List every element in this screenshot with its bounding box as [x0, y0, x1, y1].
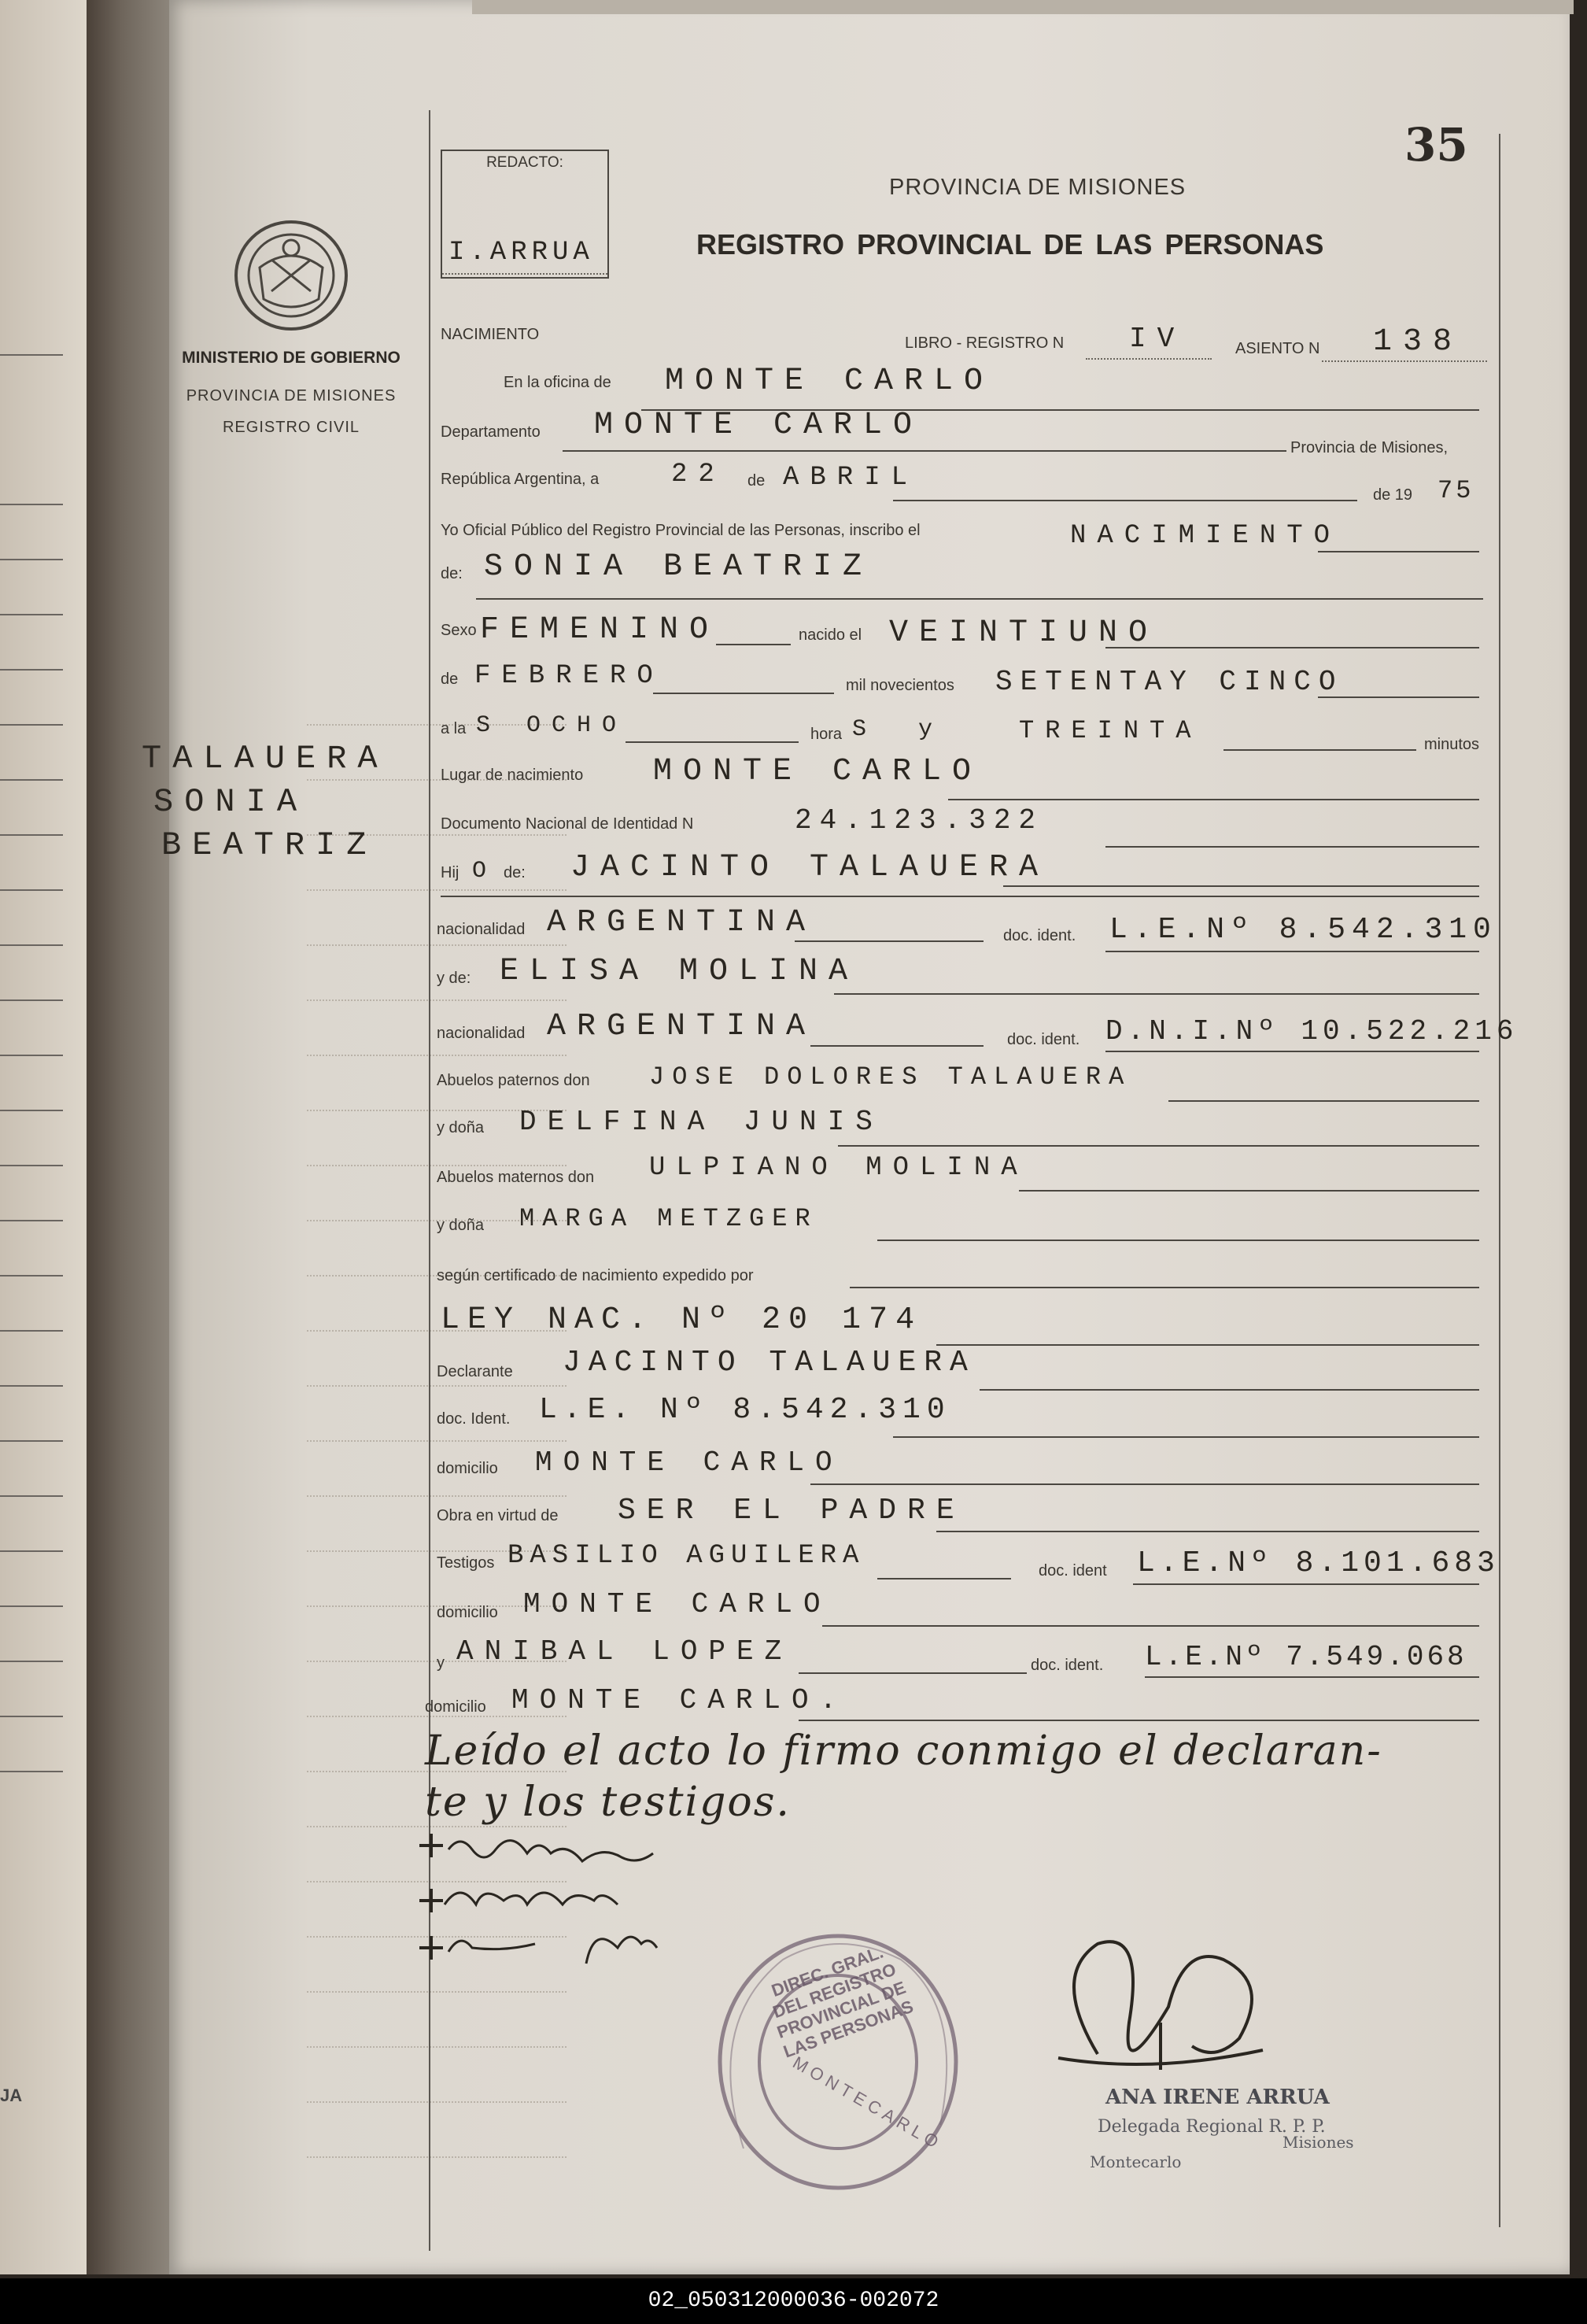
ydona1-label: y doña: [437, 1119, 485, 1136]
doc1-value: L.E.Nº 8.542.310: [1109, 913, 1497, 947]
doc2-label: doc. ident.: [1007, 1031, 1080, 1048]
libro-value: IV: [1129, 323, 1186, 355]
nacido-label: nacido el: [799, 626, 862, 644]
oficina-label: En la oficina de: [504, 374, 611, 391]
left-page-edge: JA: [0, 0, 87, 2274]
hora-suffix: S y: [852, 716, 944, 743]
provincia-suffix: Provincia de Misiones,: [1290, 439, 1449, 456]
doct1-label: doc. ident: [1039, 1562, 1107, 1580]
dni-label: Documento Nacional de Identidad N: [441, 815, 694, 833]
type-label: NACIMIENTO: [441, 326, 540, 343]
test-label: Testigos: [437, 1554, 495, 1572]
doct2-label: doc. ident.: [1031, 1657, 1104, 1674]
oficial-text: Yo Oficial Público del Registro Provincial de las Personas, inscribo el: [441, 522, 921, 539]
oficial-value: NACIMIENTO: [1070, 521, 1342, 551]
dom3-value: MONTE CARLO.: [511, 1684, 848, 1716]
test2-value: ANIBAL LOPEZ: [456, 1635, 793, 1668]
margin-name1: SONIA: [153, 783, 308, 821]
mil-label: mil novecientos: [846, 677, 954, 694]
obra-value: SER EL PADRE: [618, 1494, 965, 1528]
handwritten-note-line1: Leído el acto lo firmo conmigo el declaran-: [425, 1727, 1382, 1775]
page-number: 35: [1404, 118, 1468, 172]
de3-label: de: [441, 671, 459, 688]
abmat2-value: MARGA METZGER: [519, 1204, 818, 1233]
officer-stamp-place1: Montecarlo: [1090, 2152, 1182, 2171]
dom2-value: MONTE CARLO: [523, 1588, 832, 1620]
abmat-label: Abuelos maternos don: [437, 1169, 595, 1186]
nacido-value: VEINTIUNO: [889, 615, 1159, 651]
doc1-label: doc. ident.: [1003, 927, 1076, 944]
handwritten-note-line2: te y los testigos.: [425, 1779, 791, 1826]
yde-label: y de:: [437, 970, 471, 987]
dom3-label: domicilio: [425, 1698, 486, 1716]
depto-label: Departamento: [441, 423, 541, 441]
sexo-label: Sexo: [441, 622, 477, 639]
republica-label: República Argentina, a: [441, 471, 600, 488]
doc2-value: D.N.I.Nº 10.522.216: [1105, 1015, 1519, 1047]
officer-signature: [1043, 1928, 1279, 2086]
redacto-box: [441, 150, 609, 279]
abpat2-value: DELFINA JUNIS: [519, 1106, 884, 1138]
nac1-value: ARGENTINA: [547, 905, 817, 940]
oficina-value: MONTE CARLO: [665, 364, 995, 399]
ministry-province: PROVINCIA DE MISIONES: [186, 387, 397, 405]
lugar-value: MONTE CARLO: [653, 754, 983, 789]
hijo-de-label: de:: [504, 864, 526, 881]
fecha-anio: 75: [1438, 476, 1474, 505]
depto-value: MONTE CARLO: [594, 408, 924, 443]
sexo-value: FEMENINO: [480, 612, 720, 648]
mes-nac-value: FEBRERO: [474, 661, 664, 691]
nac2-label: nacionalidad: [437, 1025, 526, 1042]
nac1-label: nacionalidad: [437, 921, 526, 938]
segun-label: según certificado de nacimiento expedido por: [437, 1267, 754, 1284]
de-label: de: [747, 472, 766, 490]
fecha-dia: 22: [671, 460, 725, 490]
asiento-value: 138: [1373, 324, 1463, 360]
abmat-value: ULPIANO MOLINA: [649, 1153, 1028, 1183]
minutos-label: minutos: [1424, 736, 1480, 753]
y-label: y: [437, 1654, 445, 1672]
round-stamp-text: DIREC. GRAL. DEL REGISTRO PROVINCIAL DE LAS PERSONAS: [769, 1942, 917, 2062]
de-anio-label: de 19: [1373, 486, 1413, 504]
obra-label: Obra en virtud de: [437, 1507, 559, 1524]
register-page: [142, 0, 1570, 2274]
officer-stamp-name: ANA IRENE ARRUA: [1105, 2086, 1330, 2109]
margin-surname: TALAUERA: [142, 740, 389, 778]
ydona2-label: y doña: [437, 1217, 485, 1234]
lugar-label: Lugar de nacimiento: [441, 767, 584, 784]
asiento-label: ASIENTO N: [1235, 340, 1320, 357]
decl-value: JACINTO TALAUERA: [563, 1346, 976, 1380]
header-title: REGISTRO PROVINCIAL DE LAS PERSONAS: [696, 228, 1324, 260]
minutos-value: TREINTA: [1019, 716, 1202, 745]
fecha-mes: ABRIL: [783, 463, 919, 493]
padre-value: JACINTO TALAUERA: [570, 850, 1050, 885]
dom1-value: MONTE CARLO: [535, 1446, 843, 1479]
anio-nac-value: SETENTAY CINCO: [995, 666, 1344, 698]
abpat-value: JOSE DOLORES TALAUERA: [649, 1062, 1132, 1092]
hijo-o: O: [472, 858, 498, 885]
docdecl-value: L.E. Nº 8.542.310: [539, 1393, 951, 1427]
docdecl-label: doc. Ident.: [437, 1410, 511, 1428]
hora-label: hora: [810, 726, 843, 743]
dom1-label: domicilio: [437, 1460, 498, 1477]
doct1-value: L.E.Nº 8.101.683: [1137, 1546, 1500, 1580]
officer-stamp-role: Delegada Regional R. P. P.: [1098, 2117, 1326, 2137]
dom2-label: domicilio: [437, 1604, 498, 1621]
abpat-label: Abuelos paternos don: [437, 1072, 590, 1089]
doct2-value: L.E.Nº 7.549.068: [1145, 1641, 1467, 1673]
margin-name2: BEATRIZ: [161, 826, 378, 864]
round-stamp-city: MONTECARLO: [789, 2052, 947, 2155]
hijo-label: Hij: [441, 864, 459, 881]
test1-value: BASILIO AGUILERA: [507, 1541, 865, 1571]
libro-label: LIBRO - REGISTRO N: [905, 334, 1065, 352]
book-binding: [87, 0, 173, 2274]
redacto-value: I.ARRUA: [448, 238, 594, 268]
image-id-bar: 02_050312000036-002072: [0, 2278, 1587, 2324]
ministry-registry: REGISTRO CIVIL: [222, 419, 360, 436]
decl-label: Declarante: [437, 1363, 513, 1380]
redacto-label: REDACTO:: [486, 154, 563, 171]
officer-stamp-place2: Misiones: [1283, 2133, 1354, 2152]
coat-of-arms-icon: [216, 212, 366, 338]
dni-value: 24.123.322: [795, 804, 1044, 837]
madre-value: ELISA MOLINA: [500, 954, 859, 989]
ministry-name: MINISTERIO DE GOBIERNO: [182, 349, 400, 367]
header-province: PROVINCIA DE MISIONES: [889, 175, 1187, 200]
hora-value: S OCHO: [476, 712, 628, 739]
nac2-value: ARGENTINA: [547, 1009, 817, 1044]
a-las-label: a la: [441, 720, 467, 737]
segun-value: LEY NAC. Nº 20 174: [441, 1302, 923, 1338]
nombre-value: SONIA BEATRIZ: [484, 549, 873, 585]
de2-label: de:: [441, 565, 463, 582]
next-page-edge: [472, 0, 1574, 14]
